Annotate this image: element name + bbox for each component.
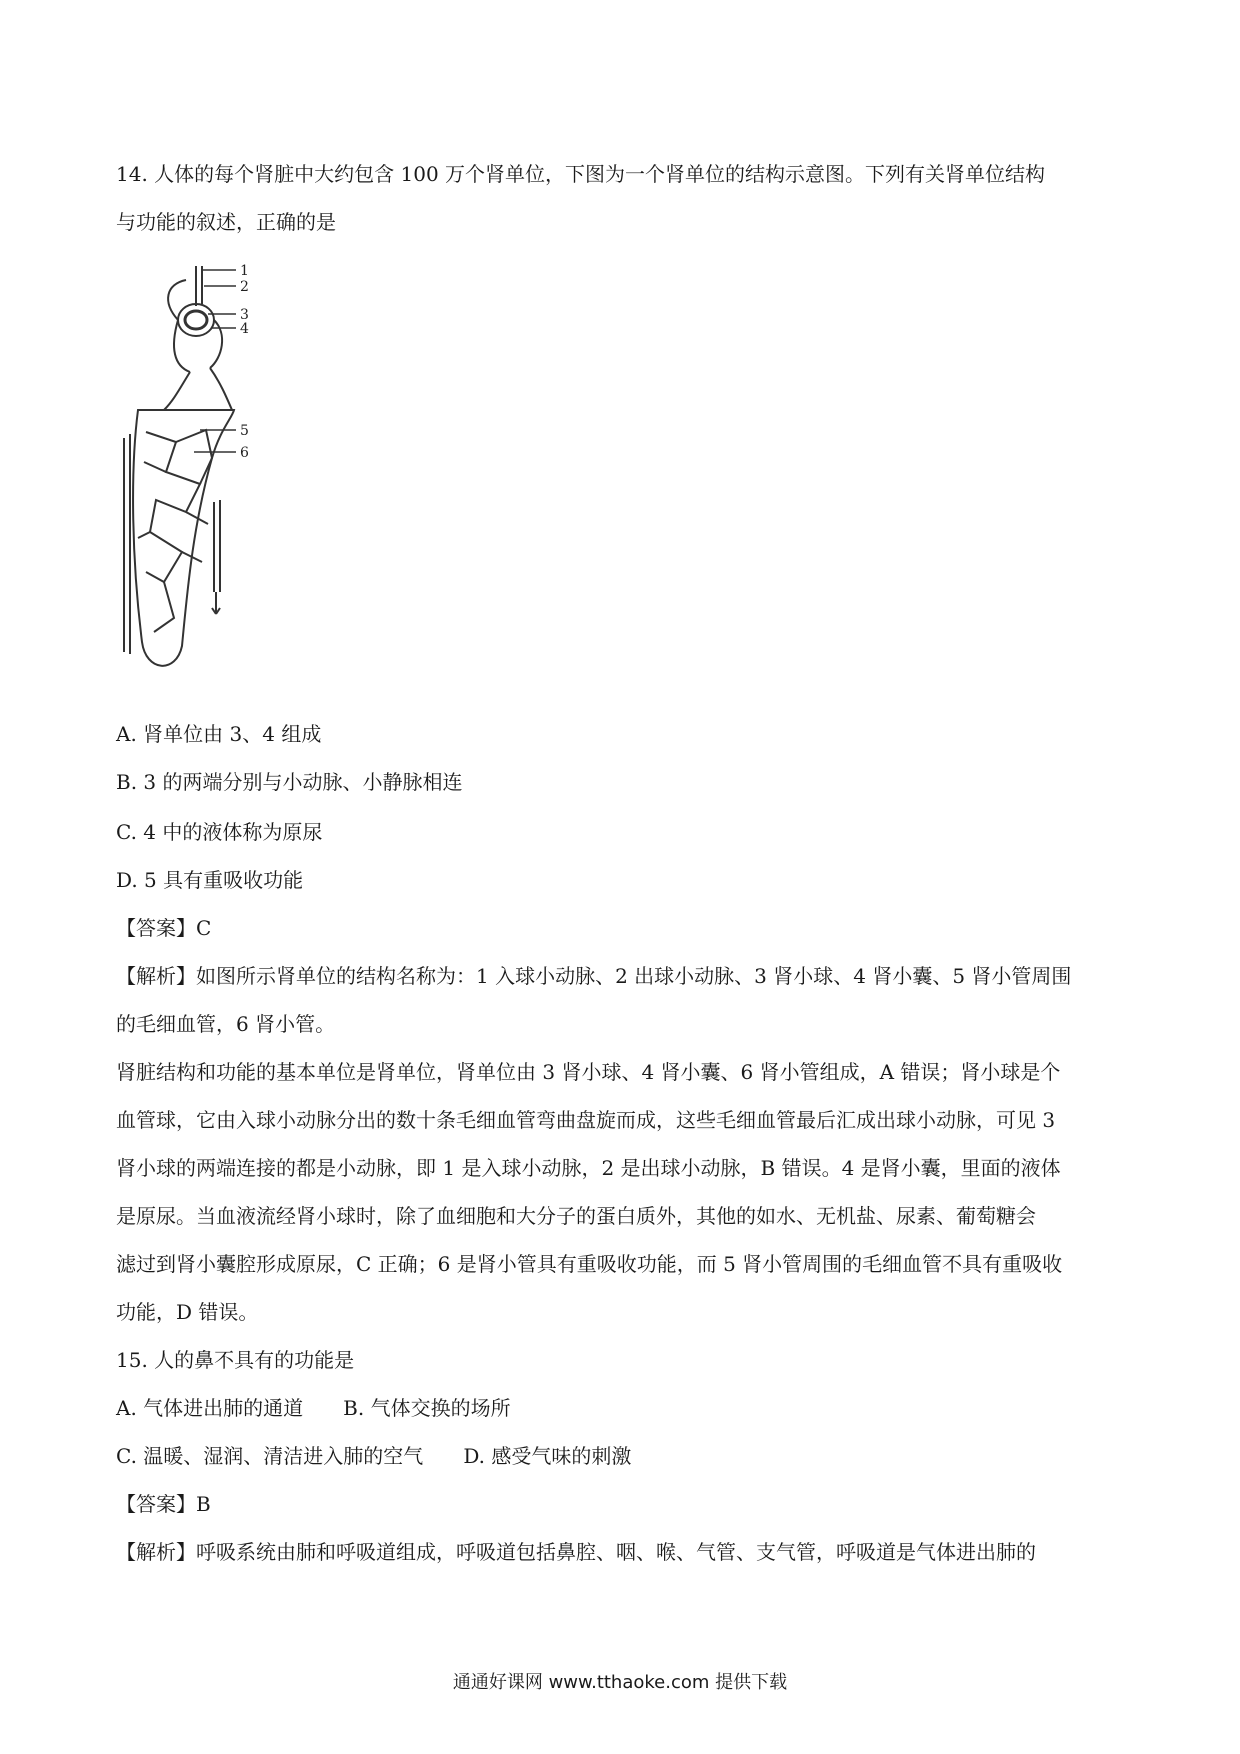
q14-analysis-line: 血管球，它由入球小动脉分出的数十条毛细血管弯曲盘旋而成，这些毛细血管最后汇成出球小动脉，可见 3 bbox=[116, 1108, 1056, 1132]
q14-option-c: C. 4 中的液体称为原尿 bbox=[116, 820, 323, 844]
figure-label-1: 1 bbox=[240, 263, 249, 279]
q15-option-a: A. 气体进出肺的通道 bbox=[116, 1396, 304, 1420]
q14-analysis-line: 的毛细血管，6 肾小管。 bbox=[116, 1012, 336, 1036]
q14-stem-line1: 14. 人体的每个肾脏中大约包含 100 万个肾单位，下图为一个肾单位的结构示意图。下列有关肾单位结构 bbox=[116, 162, 1046, 186]
figure-label-4: 4 bbox=[240, 321, 249, 337]
q15-option-c: C. 温暖、湿润、清洁进入肺的空气 bbox=[116, 1444, 424, 1468]
q14-analysis-line: 功能，D 错误。 bbox=[116, 1300, 259, 1324]
q15-option-d: D. 感受气味的刺激 bbox=[463, 1444, 632, 1468]
q15-stem: 15. 人的鼻不具有的功能是 bbox=[116, 1348, 355, 1372]
q14-option-d: D. 5 具有重吸收功能 bbox=[116, 868, 304, 892]
q15-options-row-2 bbox=[116, 1442, 631, 1470]
figure-label-5: 5 bbox=[240, 423, 249, 439]
q15-analysis-line1: 【解析】呼吸系统由肺和呼吸道组成，呼吸道包括鼻腔、咽、喉、气管、支气管，呼吸道是气体进出肺的 bbox=[116, 1540, 1036, 1564]
q14-option-b: B. 3 的两端分别与小动脉、小静脉相连 bbox=[116, 770, 463, 794]
q14-stem-line2: 与功能的叙述，正确的是 bbox=[116, 210, 336, 234]
nephron-diagram-svg bbox=[116, 262, 276, 682]
q15-option-b: B. 气体交换的场所 bbox=[343, 1396, 511, 1420]
figure-label-6: 6 bbox=[240, 445, 249, 461]
page-footer: 通通好课网 www.tthaoke.com 提供下载 bbox=[452, 1672, 788, 1693]
nephron-diagram bbox=[116, 262, 276, 682]
q14-option-a: A. 肾单位由 3、4 组成 bbox=[116, 722, 322, 746]
q14-analysis-line: 滤过到肾小囊腔形成原尿，C 正确；6 是肾小管具有重吸收功能，而 5 肾小管周围的毛细血管不具有重吸收 bbox=[116, 1252, 1063, 1276]
q14-analysis-line: 【解析】如图所示肾单位的结构名称为：1 入球小动脉、2 出球小动脉、3 肾小球、4 肾小囊、5 肾小管周围 bbox=[116, 964, 1072, 988]
q14-analysis-line: 是原尿。当血液流经肾小球时，除了血细胞和大分子的蛋白质外，其他的如水、无机盐、尿素、葡萄糖会 bbox=[116, 1204, 1036, 1228]
q14-analysis-line: 肾小球的两端连接的都是小动脉，即 1 是入球小动脉，2 是出球小动脉，B 错误。4 是肾小囊，里面的液体 bbox=[116, 1156, 1061, 1180]
q14-analysis-line: 肾脏结构和功能的基本单位是肾单位，肾单位由 3 肾小球、4 肾小囊、6 肾小管组成，A 错误；肾小球是个 bbox=[116, 1060, 1061, 1084]
figure-label-2: 2 bbox=[240, 279, 249, 295]
q15-answer: 【答案】B bbox=[116, 1492, 211, 1516]
figure-label-3: 3 bbox=[240, 307, 249, 323]
q15-options-row-1 bbox=[116, 1394, 511, 1422]
q14-answer: 【答案】C bbox=[116, 916, 212, 940]
